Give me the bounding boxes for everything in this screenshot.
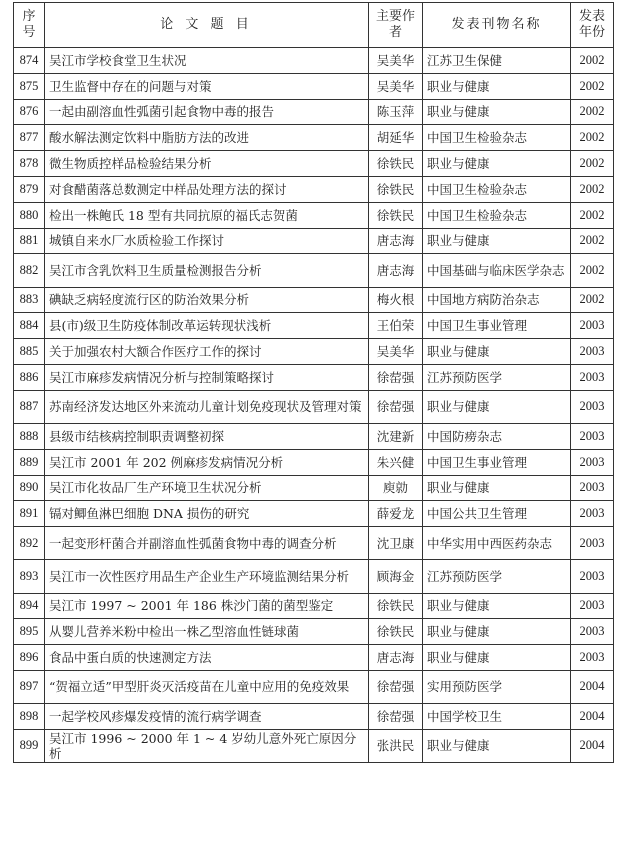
- table-row: [14, 527, 614, 560]
- table-row: [14, 423, 614, 449]
- row-journal: 职业与健康: [423, 729, 571, 762]
- row-author: 徐䓨强: [369, 704, 423, 730]
- row-journal: 职业与健康: [423, 619, 571, 645]
- row-author: 唐志海: [369, 228, 423, 254]
- row-year: 2003: [571, 619, 614, 645]
- row-year: 2002: [571, 125, 614, 151]
- row-author: 徐䓨强: [369, 364, 423, 390]
- row-year: 2002: [571, 287, 614, 313]
- row-author: 庾勍: [369, 475, 423, 501]
- row-journal: 中国卫生检验杂志: [423, 176, 571, 202]
- header-seq: 序号: [14, 3, 45, 48]
- table-row: [14, 73, 614, 99]
- row-journal: 中华实用中西医药杂志: [423, 527, 571, 560]
- table-row: [14, 287, 614, 313]
- row-author: 胡延华: [369, 125, 423, 151]
- row-seq: 899: [14, 729, 45, 762]
- header-year: 发表年份: [571, 3, 614, 48]
- table-row: [14, 339, 614, 365]
- row-journal: 职业与健康: [423, 228, 571, 254]
- row-journal: 职业与健康: [423, 593, 571, 619]
- row-title: 吴江市 1996 ~ 2000 年 1 ~ 4 岁幼儿意外死亡原因分析: [45, 729, 369, 762]
- row-title: “贺福立适”甲型肝炎灭活疫苗在儿童中应用的免疫效果: [45, 670, 369, 703]
- table-row: [14, 729, 614, 762]
- row-title: 对食醋菌落总数测定中样品处理方法的探讨: [45, 176, 369, 202]
- row-seq: 893: [14, 560, 45, 593]
- row-author: 顾海金: [369, 560, 423, 593]
- row-author: 吴美华: [369, 339, 423, 365]
- row-seq: 877: [14, 125, 45, 151]
- row-year: 2002: [571, 176, 614, 202]
- table-row: [14, 619, 614, 645]
- table-row: [14, 48, 614, 74]
- row-title: 卫生监督中存在的问题与对策: [45, 73, 369, 99]
- table-row: [14, 313, 614, 339]
- table-row: [14, 501, 614, 527]
- row-year: 2004: [571, 729, 614, 762]
- row-seq: 874: [14, 48, 45, 74]
- row-author: 张洪民: [369, 729, 423, 762]
- row-year: 2004: [571, 670, 614, 703]
- row-journal: 中国防痨杂志: [423, 423, 571, 449]
- row-seq: 881: [14, 228, 45, 254]
- row-journal: 江苏预防医学: [423, 364, 571, 390]
- row-title: 吴江市 2001 年 202 例麻疹发病情况分析: [45, 449, 369, 475]
- table-row: [14, 560, 614, 593]
- row-title: 吴江市化妆品厂生产环境卫生状况分析: [45, 475, 369, 501]
- row-author: 徐铁民: [369, 151, 423, 177]
- table-row: [14, 670, 614, 703]
- row-seq: 882: [14, 254, 45, 287]
- row-author: 陈玉萍: [369, 99, 423, 125]
- row-title: 县(市)级卫生防疫体制改革运转现状浅析: [45, 313, 369, 339]
- row-seq: 895: [14, 619, 45, 645]
- row-author: 徐铁民: [369, 619, 423, 645]
- table-row: [14, 202, 614, 228]
- row-author: 徐䓨强: [369, 670, 423, 703]
- row-seq: 898: [14, 704, 45, 730]
- row-seq: 891: [14, 501, 45, 527]
- row-journal: 中国卫生检验杂志: [423, 125, 571, 151]
- row-journal: 中国基础与临床医学杂志: [423, 254, 571, 287]
- row-journal: 职业与健康: [423, 151, 571, 177]
- table-row: [14, 254, 614, 287]
- row-seq: 878: [14, 151, 45, 177]
- table-row: [14, 449, 614, 475]
- row-journal: 中国卫生事业管理: [423, 449, 571, 475]
- row-title: 从婴儿营养米粉中检出一株乙型溶血性链球菌: [45, 619, 369, 645]
- row-title: 碘缺乏病轻度流行区的防治效果分析: [45, 287, 369, 313]
- row-author: 沈卫康: [369, 527, 423, 560]
- table-row: [14, 125, 614, 151]
- row-title: 一起变形杆菌合并副溶血性弧菌食物中毒的调查分析: [45, 527, 369, 560]
- table-row: [14, 645, 614, 671]
- row-year: 2003: [571, 313, 614, 339]
- row-author: 吴美华: [369, 73, 423, 99]
- row-title: 城镇自来水厂水质检验工作探讨: [45, 228, 369, 254]
- table-row: [14, 228, 614, 254]
- row-journal: 中国公共卫生管理: [423, 501, 571, 527]
- row-journal: 职业与健康: [423, 99, 571, 125]
- row-title: 吴江市学校食堂卫生状况: [45, 48, 369, 74]
- header-row: [14, 3, 614, 48]
- row-author: 唐志海: [369, 645, 423, 671]
- row-seq: 884: [14, 313, 45, 339]
- row-seq: 888: [14, 423, 45, 449]
- row-seq: 894: [14, 593, 45, 619]
- publication-table: [13, 2, 614, 763]
- table-row: [14, 151, 614, 177]
- row-author: 唐志海: [369, 254, 423, 287]
- row-year: 2002: [571, 151, 614, 177]
- row-title: 吴江市 1997 ~ 2001 年 186 株沙门菌的菌型鉴定: [45, 593, 369, 619]
- table-row: [14, 364, 614, 390]
- table-header: [14, 3, 614, 48]
- row-journal: 中国卫生事业管理: [423, 313, 571, 339]
- row-title: 吴江市含乳饮料卫生质量检测报告分析: [45, 254, 369, 287]
- row-year: 2003: [571, 593, 614, 619]
- header-author: 主要作者: [369, 3, 423, 48]
- row-journal: 职业与健康: [423, 390, 571, 423]
- row-seq: 876: [14, 99, 45, 125]
- row-seq: 889: [14, 449, 45, 475]
- row-title: 酸水解法测定饮料中脂肪方法的改进: [45, 125, 369, 151]
- row-title: 镉对鲫鱼淋巴细胞 DNA 损伤的研究: [45, 501, 369, 527]
- row-journal: 实用预防医学: [423, 670, 571, 703]
- row-author: 薛爱龙: [369, 501, 423, 527]
- row-journal: 职业与健康: [423, 645, 571, 671]
- row-title: 微生物质控样品检验结果分析: [45, 151, 369, 177]
- row-year: 2003: [571, 364, 614, 390]
- row-seq: 892: [14, 527, 45, 560]
- row-journal: 江苏预防医学: [423, 560, 571, 593]
- row-seq: 887: [14, 390, 45, 423]
- table-row: [14, 99, 614, 125]
- table-body: [14, 48, 614, 763]
- row-title: 吴江市麻疹发病情况分析与控制策略探讨: [45, 364, 369, 390]
- row-year: 2003: [571, 560, 614, 593]
- row-journal: 中国地方病防治杂志: [423, 287, 571, 313]
- row-title: 吴江市一次性医疗用品生产企业生产环境监测结果分析: [45, 560, 369, 593]
- row-seq: 880: [14, 202, 45, 228]
- row-seq: 886: [14, 364, 45, 390]
- row-year: 2003: [571, 339, 614, 365]
- row-journal: 职业与健康: [423, 73, 571, 99]
- row-seq: 875: [14, 73, 45, 99]
- table-row: [14, 704, 614, 730]
- table-row: [14, 390, 614, 423]
- header-journal: 发表刊物名称: [423, 3, 571, 48]
- row-year: 2003: [571, 527, 614, 560]
- row-year: 2002: [571, 254, 614, 287]
- header-title: 论 文 题 目: [45, 3, 369, 48]
- row-author: 沈建新: [369, 423, 423, 449]
- row-year: 2003: [571, 423, 614, 449]
- row-year: 2003: [571, 475, 614, 501]
- row-title: 关于加强农村大额合作医疗工作的探讨: [45, 339, 369, 365]
- row-year: 2002: [571, 228, 614, 254]
- row-year: 2003: [571, 645, 614, 671]
- row-seq: 883: [14, 287, 45, 313]
- row-journal: 中国卫生检验杂志: [423, 202, 571, 228]
- row-title: 检出一株鲍氏 18 型有共同抗原的福氏志贺菌: [45, 202, 369, 228]
- row-journal: 中国学校卫生: [423, 704, 571, 730]
- row-journal: 职业与健康: [423, 339, 571, 365]
- row-author: 徐铁民: [369, 202, 423, 228]
- row-year: 2003: [571, 501, 614, 527]
- row-year: 2004: [571, 704, 614, 730]
- row-year: 2002: [571, 99, 614, 125]
- row-author: 吴美华: [369, 48, 423, 74]
- row-journal: 江苏卫生保健: [423, 48, 571, 74]
- row-seq: 896: [14, 645, 45, 671]
- row-year: 2002: [571, 48, 614, 74]
- table-row: [14, 475, 614, 501]
- row-year: 2002: [571, 202, 614, 228]
- row-title: 一起学校风疹爆发疫情的流行病学调查: [45, 704, 369, 730]
- row-author: 徐铁民: [369, 176, 423, 202]
- row-seq: 897: [14, 670, 45, 703]
- row-seq: 885: [14, 339, 45, 365]
- row-author: 梅火根: [369, 287, 423, 313]
- row-seq: 879: [14, 176, 45, 202]
- row-author: 徐铁民: [369, 593, 423, 619]
- row-title: 县级市结核病控制职责调整初探: [45, 423, 369, 449]
- row-year: 2003: [571, 390, 614, 423]
- table-row: [14, 593, 614, 619]
- row-title: 苏南经济发达地区外来流动儿童计划免疫现状及管理对策: [45, 390, 369, 423]
- table-row: [14, 176, 614, 202]
- row-author: 朱兴健: [369, 449, 423, 475]
- row-seq: 890: [14, 475, 45, 501]
- row-author: 王伯荣: [369, 313, 423, 339]
- row-title: 食品中蛋白质的快速测定方法: [45, 645, 369, 671]
- row-journal: 职业与健康: [423, 475, 571, 501]
- row-year: 2003: [571, 449, 614, 475]
- row-title: 一起由副溶血性弧菌引起食物中毒的报告: [45, 99, 369, 125]
- row-year: 2002: [571, 73, 614, 99]
- row-author: 徐䓨强: [369, 390, 423, 423]
